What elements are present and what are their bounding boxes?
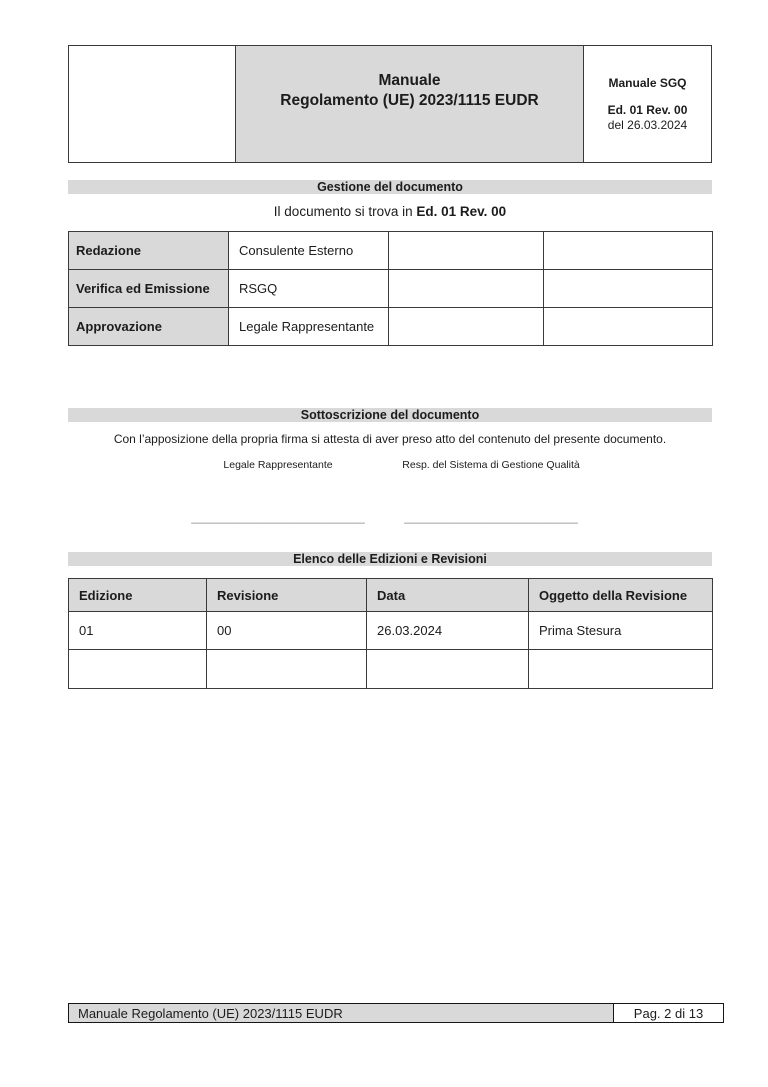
approval-value-redazione: Consulente Esterno [229,232,389,270]
approval-label-redazione: Redazione [69,232,229,270]
empty-cell [69,650,207,689]
footer-page-number: Pag. 2 di 13 [614,1004,723,1022]
empty-cell [207,650,367,689]
page-footer [68,1003,724,1023]
approval-label-verifica: Verifica ed Emissione [69,270,229,308]
doc-edition: Ed. 01 Rev. 00 [607,103,688,117]
section-title-gestione: Gestione del documento [68,180,712,194]
table-row [69,232,713,270]
document-title-line2: Regolamento (UE) 2023/1115 EUDR [280,92,539,109]
empty-cell [389,270,544,308]
revision-header-revisione: Revisione [207,579,367,612]
revision-header-edizione: Edizione [69,579,207,612]
empty-cell [529,650,713,689]
table-row [69,270,713,308]
signature-line-right: __________________________ [404,510,578,524]
section-title-sottoscrizione: Sottoscrizione del documento [68,408,712,422]
document-header-table [68,45,712,163]
table-header-row [69,579,713,612]
signature-line-left: __________________________ [191,510,365,524]
signer-label-rsgq: Resp. del Sistema di Gestione Qualità [402,459,580,471]
signer-label-legale-rappresentante: Legale Rappresentante [223,459,333,471]
signature-statement: Con l’apposizione della propria firma si attesta di aver preso atto del contenuto del presente documento. [113,432,667,446]
revision-cell-revisione: 00 [207,612,367,650]
approval-value-verifica: RSGQ [229,270,389,308]
empty-cell [389,232,544,270]
doc-edition-date: del 26.03.2024 [607,118,688,132]
revision-cell-oggetto: Prima Stesura [529,612,713,650]
empty-cell [544,232,713,270]
empty-cell [544,270,713,308]
approval-table [68,231,713,346]
empty-cell [544,308,713,346]
location-prefix: Il documento si trova in [273,204,417,219]
document-meta-cell [584,46,711,162]
footer-doc-title: Manuale Regolamento (UE) 2023/1115 EUDR [69,1004,614,1022]
approval-label-approvazione: Approvazione [69,308,229,346]
revision-cell-data: 26.03.2024 [367,612,529,650]
document-title-line1: Manuale [378,72,441,89]
meta-spacer [584,91,711,103]
doc-code: Manuale SGQ [608,76,687,90]
revision-table [68,578,713,689]
revision-cell-edizione: 01 [69,612,207,650]
document-location-line [68,203,712,221]
table-row [69,612,713,650]
section-title-elenco: Elenco delle Edizioni e Revisioni [68,552,712,566]
location-value: Ed. 01 Rev. 00 [416,204,507,219]
table-row [69,650,713,689]
table-row [69,308,713,346]
empty-cell [367,650,529,689]
revision-header-data: Data [367,579,529,612]
approval-value-approvazione: Legale Rappresentante [229,308,389,346]
empty-cell [389,308,544,346]
revision-header-oggetto: Oggetto della Revisione [529,579,713,612]
document-title-cell [235,46,584,162]
logo-placeholder [69,46,235,162]
